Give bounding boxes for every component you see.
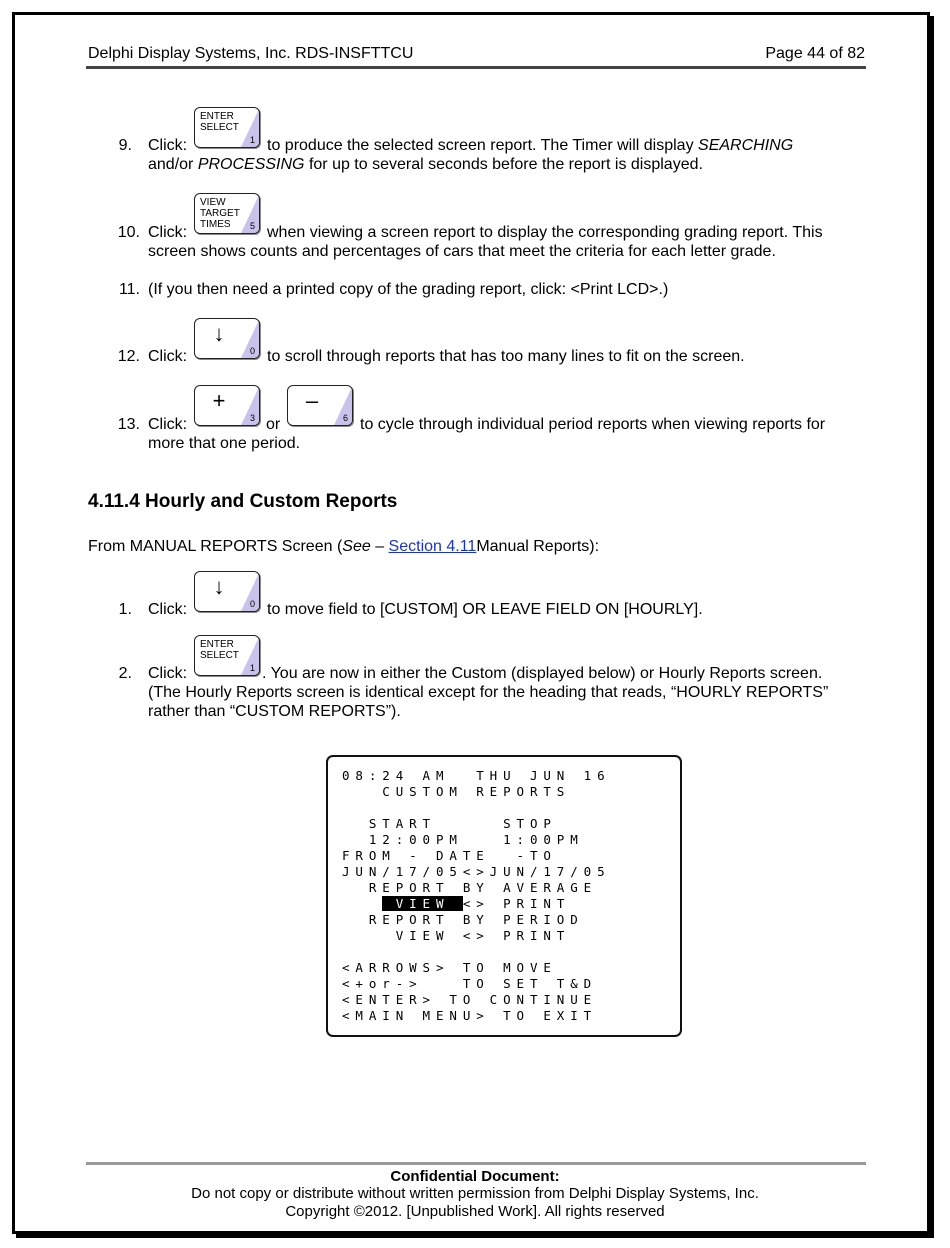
- lcd-row: START STOP: [342, 816, 557, 831]
- step-text: when viewing a screen report to display the corresponding grading report. This: [267, 224, 823, 241]
- step-text: and/or PROCESSING for up to several seconds before the report is displayed.: [148, 156, 703, 173]
- footer-notice: Do not copy or distribute without written permission from Delphi Display Systems, Inc.: [191, 1185, 759, 1202]
- lcd-row: REPORT BY PERIOD: [342, 912, 584, 927]
- step-number: 13.: [117, 416, 140, 433]
- lcd-row: <ENTER> TO CONTINUE: [342, 992, 598, 1007]
- step-text: Click:: [148, 416, 188, 433]
- lcd-row: JUN/17/05<>JUN/17/05: [342, 864, 611, 879]
- step-text: Click:: [148, 137, 188, 154]
- step-text: or: [266, 416, 281, 433]
- step-number: 1.: [118, 601, 132, 618]
- step-number: 2.: [118, 665, 132, 682]
- lcd-selected-field: VIEW: [382, 896, 463, 911]
- section-heading: 4.11.4 Hourly and Custom Reports: [88, 491, 398, 512]
- step-text: (If you then need a printed copy of the grading report, click: <Print LCD>.): [148, 281, 669, 298]
- step-text: Click:: [148, 601, 188, 618]
- header-page-number: Page 44 of 82: [765, 45, 865, 62]
- footer-copyright: Copyright ©2012. [Unpublished Work]. All rights reserved: [285, 1203, 665, 1220]
- step-text: to scroll through reports that has too many lines to fit on the screen.: [267, 348, 745, 365]
- step-number: 12.: [117, 348, 140, 365]
- step-text: Click:: [148, 348, 188, 365]
- lcd-row: FROM - DATE -TO: [342, 848, 557, 863]
- lcd-row: VIEW <> PRINT: [342, 928, 571, 943]
- lcd-row: <ARROWS> TO MOVE: [342, 960, 557, 975]
- down-arrow-key-icon: ↓ 0: [194, 571, 260, 612]
- minus-key-icon: – 6: [287, 385, 353, 426]
- step-text: more that one period.: [148, 435, 301, 452]
- step-text: Click:: [148, 224, 188, 241]
- view-target-times-key-icon: VIEW TARGET TIMES 5: [194, 193, 260, 234]
- section-4-11-link[interactable]: Section 4.11: [388, 538, 477, 555]
- step-number: 11.: [118, 281, 140, 298]
- step-text: screen shows counts and percentages of cars that meet the criteria for each letter grade.: [148, 243, 776, 260]
- lcd-row: 08:24 AM THU JUN 16: [342, 768, 611, 783]
- footer-title: Confidential Document:: [390, 1168, 560, 1185]
- page-border: [12, 12, 930, 1234]
- enter-select-key-icon: ENTER SELECT 1: [194, 635, 260, 676]
- lcd-row: REPORT BY AVERAGE: [342, 880, 598, 895]
- step-text: rather than “CUSTOM REPORTS”).: [148, 703, 401, 720]
- step-text: to cycle through individual period reports when viewing reports for: [360, 416, 826, 433]
- footer-rule: [86, 1162, 866, 1165]
- header-doc-id: Delphi Display Systems, Inc. RDS-INSFTTCU: [88, 45, 414, 62]
- step-text: Click:: [148, 665, 188, 682]
- lcd-row: 12:00PM 1:00PM: [342, 832, 584, 847]
- step-text: to produce the selected screen report. The Timer will display SEARCHING: [267, 137, 794, 154]
- lcd-row: <MAIN MENU> TO EXIT: [342, 1008, 598, 1023]
- step-text: to move field to [CUSTOM] OR LEAVE FIELD ON [HOURLY].: [267, 601, 703, 618]
- lcd-row-highlighted: VIEW <> PRINT: [382, 896, 571, 911]
- step-text: . You are now in either the Custom (displayed below) or Hourly Reports screen.: [262, 665, 823, 682]
- down-arrow-key-icon: ↓ 0: [194, 318, 260, 359]
- plus-key-icon: + 3: [194, 385, 260, 426]
- step-number: 10.: [117, 224, 140, 241]
- header-rule: [86, 66, 866, 69]
- lcd-row: <+or-> TO SET T&D: [342, 976, 598, 991]
- lcd-row: CUSTOM REPORTS: [342, 784, 571, 799]
- step-number: 9.: [118, 137, 132, 154]
- section-intro: From MANUAL REPORTS Screen (See – Section 4.11Manual Reports):: [88, 538, 600, 555]
- step-text: (The Hourly Reports screen is identical except for the heading that reads, “HOURLY REPORTS”: [148, 684, 829, 701]
- enter-select-key-icon: ENTER SELECT 1: [194, 107, 260, 148]
- lcd-screen-custom-reports: [326, 755, 682, 1037]
